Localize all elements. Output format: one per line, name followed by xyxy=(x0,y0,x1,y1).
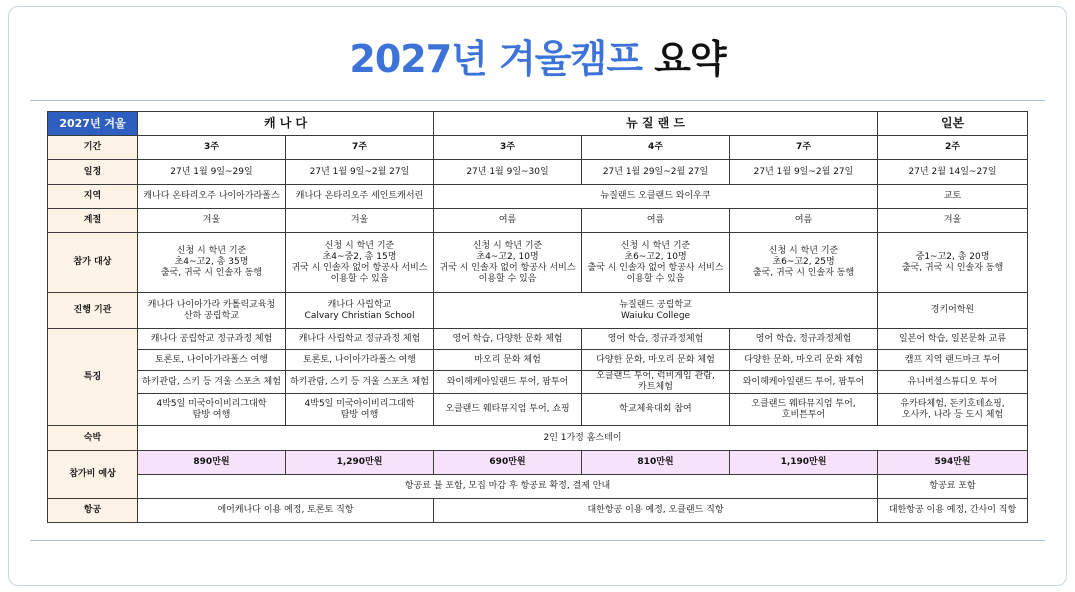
label-flight: 항공 xyxy=(48,499,138,523)
institution-cell: 뉴질랜드 공립학교 Waiuku College xyxy=(434,293,878,329)
row-features-1 xyxy=(48,329,1028,350)
target-cell: 신청 시 학년 기준 초6~고2, 10명 출국 시 인솔자 없어 항공사 서비스 이용할 수 있음 xyxy=(582,233,730,293)
season-cell: 여름 xyxy=(582,209,730,233)
header-canada: 캐 나 다 xyxy=(138,112,434,136)
target-cell: 신청 시 학년 기준 초4~고2, 총 35명 출국, 귀국 시 인솔자 동행 xyxy=(138,233,286,293)
feature-cell: 4박5일 미국아이비리그대학 탐방 여행 xyxy=(138,394,286,426)
season-cell: 겨울 xyxy=(878,209,1028,233)
feature-cell: 영어 학습, 정규과정체험 xyxy=(582,329,730,350)
lodging-cell: 2인 1가정 홈스테이 xyxy=(138,426,1028,451)
fee-cell: 810만원 xyxy=(582,451,730,475)
feature-cell: 유카타체험, 돈키호테쇼핑, 오사카, 나라 등 도시 체험 xyxy=(878,394,1028,426)
feature-cell: 캠프 지역 랜드마크 투어 xyxy=(878,350,1028,371)
schedule-cell: 27년 1월 29일~2월 27일 xyxy=(582,160,730,185)
row-duration xyxy=(48,136,1028,160)
label-lodging: 숙박 xyxy=(48,426,138,451)
title-part-1: 2027년 겨울캠프 xyxy=(349,37,642,81)
target-cell: 신청 시 학년 기준 초6~고2, 25명 출국, 귀국 시 인솔자 동행 xyxy=(730,233,878,293)
season-cell: 여름 xyxy=(730,209,878,233)
schedule-cell: 27년 1월 9일~30일 xyxy=(434,160,582,185)
row-target xyxy=(48,233,1028,293)
feature-cell: 토론토, 나이아가라폴스 여행 xyxy=(286,350,434,371)
title-part-2: 요약 xyxy=(654,37,726,81)
header-newzealand: 뉴 질 랜 드 xyxy=(434,112,878,136)
flight-cell: 대한항공 이용 예정, 오클랜드 직항 xyxy=(434,499,878,523)
row-fee xyxy=(48,451,1028,475)
feature-cell: 오클랜드 웨타뮤지엄 투어, 호비튼투어 xyxy=(730,394,878,426)
row-region xyxy=(48,185,1028,209)
feature-cell: 오클랜드 투어, 럭비게임 관람, 카트체험 xyxy=(582,371,730,394)
camp-summary-table xyxy=(47,111,1028,523)
region-cell: 교토 xyxy=(878,185,1028,209)
feature-cell: 4박5일 미국아이비리그대학 탐방 여행 xyxy=(286,394,434,426)
row-season xyxy=(48,209,1028,233)
feature-cell: 마오리 문화 체험 xyxy=(434,350,582,371)
duration-cell: 3주 xyxy=(434,136,582,160)
flight-cell: 에어캐나다 이용 예정, 토론토 직항 xyxy=(138,499,434,523)
feature-cell: 하키관람, 스키 등 겨울 스포츠 체험 xyxy=(138,371,286,394)
label-fee: 참가비 예상 xyxy=(48,451,138,499)
institution-cell: 캐나다 사립학교 Calvary Christian School xyxy=(286,293,434,329)
duration-cell: 7주 xyxy=(730,136,878,160)
schedule-cell: 27년 1월 9일~29일 xyxy=(138,160,286,185)
institution-cell: 경키어학원 xyxy=(878,293,1028,329)
label-schedule: 일정 xyxy=(48,160,138,185)
feature-cell: 다양한 문화, 마오리 문화 체험 xyxy=(730,350,878,371)
feature-cell: 오클랜드 웨타뮤지엄 투어, 쇼핑 xyxy=(434,394,582,426)
header-japan: 일본 xyxy=(878,112,1028,136)
fee-cell: 690만원 xyxy=(434,451,582,475)
institution-cell: 캐나다 나이아가라 카톨릭교육청 산하 공립학교 xyxy=(138,293,286,329)
row-fee-note xyxy=(48,475,1028,499)
feature-cell: 유니버셜스튜디오 투어 xyxy=(878,371,1028,394)
label-institution: 진행 기관 xyxy=(48,293,138,329)
row-features-2 xyxy=(48,350,1028,371)
feature-cell: 학교체육대회 참여 xyxy=(582,394,730,426)
duration-cell: 4주 xyxy=(582,136,730,160)
duration-cell: 2주 xyxy=(878,136,1028,160)
fee-note-cell: 항공료 포함 xyxy=(878,475,1028,499)
fee-cell: 594만원 xyxy=(878,451,1028,475)
label-region: 지역 xyxy=(48,185,138,209)
row-features-3 xyxy=(48,371,1028,394)
row-flight xyxy=(48,499,1028,523)
season-cell: 겨울 xyxy=(286,209,434,233)
region-cell: 캐나다 온타리오주 세인트캐서린 xyxy=(286,185,434,209)
label-target: 참가 대상 xyxy=(48,233,138,293)
row-schedule xyxy=(48,160,1028,185)
feature-cell: 하키관람, 스키 등 겨울 스포츠 체험 xyxy=(286,371,434,394)
table-corner: 2027년 겨울 xyxy=(48,112,138,136)
feature-cell: 다양한 문화, 마오리 문화 체험 xyxy=(582,350,730,371)
season-cell: 겨울 xyxy=(138,209,286,233)
fee-cell: 1,290만원 xyxy=(286,451,434,475)
flight-cell: 대한항공 이용 예정, 간사이 직항 xyxy=(878,499,1028,523)
feature-cell: 와이헤케아일랜드 투어, 팜투어 xyxy=(730,371,878,394)
schedule-cell: 27년 1월 9일~2월 27일 xyxy=(730,160,878,185)
duration-cell: 3주 xyxy=(138,136,286,160)
label-season: 계절 xyxy=(48,209,138,233)
season-cell: 여름 xyxy=(434,209,582,233)
feature-cell: 토론토, 나이아가라폴스 여행 xyxy=(138,350,286,371)
page-title xyxy=(0,28,1075,83)
top-divider xyxy=(30,100,1045,101)
target-cell: 중1~고2, 총 20명 출국, 귀국 시 인솔자 동행 xyxy=(878,233,1028,293)
feature-cell: 영어 학습, 다양한 문화 체험 xyxy=(434,329,582,350)
duration-cell: 7주 xyxy=(286,136,434,160)
feature-cell: 캐나다 사립학교 정규과정 체험 xyxy=(286,329,434,350)
label-features: 특징 xyxy=(48,329,138,426)
row-lodging xyxy=(48,426,1028,451)
feature-cell: 와이헤케아일랜드 투어, 팜투어 xyxy=(434,371,582,394)
region-cell: 캐나다 온타리오주 나이아가라폴스 xyxy=(138,185,286,209)
feature-cell: 일본어 학습, 일본문화 교류 xyxy=(878,329,1028,350)
schedule-cell: 27년 2월 14일~27일 xyxy=(878,160,1028,185)
feature-cell: 캐나다 공립학교 정규과정 체험 xyxy=(138,329,286,350)
fee-cell: 1,190만원 xyxy=(730,451,878,475)
feature-cell: 영어 학습, 정규과정체험 xyxy=(730,329,878,350)
region-cell: 뉴질랜드 오클랜드 와이우쿠 xyxy=(434,185,878,209)
row-institution xyxy=(48,293,1028,329)
schedule-cell: 27년 1월 9일~2월 27일 xyxy=(286,160,434,185)
fee-cell: 890만원 xyxy=(138,451,286,475)
fee-note-cell: 항공료 불 포함, 모집 마감 후 항공료 확정, 결제 안내 xyxy=(138,475,878,499)
label-duration: 기간 xyxy=(48,136,138,160)
target-cell: 신청 시 학년 기준 초4~중2, 총 15명 귀국 시 인솔자 없어 항공사 서비스 이용할 수 있음 xyxy=(286,233,434,293)
row-features-4 xyxy=(48,394,1028,426)
bottom-divider xyxy=(30,540,1045,541)
target-cell: 신청 시 학년 기준 초4~고2, 10명 귀국 시 인솔자 없어 항공사 서비스 이용할 수 있음 xyxy=(434,233,582,293)
